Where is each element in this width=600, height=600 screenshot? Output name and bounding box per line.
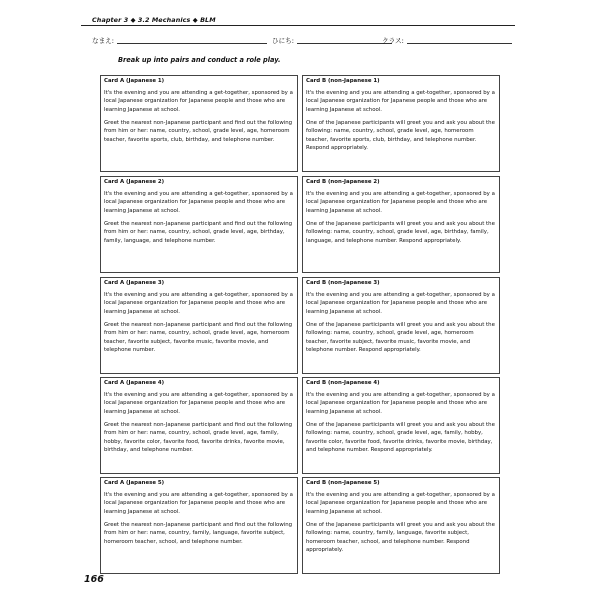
card-b-non-japanese-4 [302,377,500,474]
card-task: One of the Japanese participants will greet you and ask you about the following: name, country, school, grade level, age, homeroom teacher, favorite subject, favorite music, favorite movie, and telephone number. Respond appropriately. [306,321,495,354]
card-scenario: It's the evening and you are attending a get-together, sponsored by a local Japanese organization for Japanese people and those who are learning Japanese at school. [306,89,495,113]
page-number: 166 [84,574,104,585]
card-b-non-japanese-2 [302,176,500,273]
card-title: Card B (non-Japanese 3) [306,280,380,286]
chapter-header: Chapter 3 ◆ 3.2 Mechanics ◆ BLM [92,16,216,24]
card-title: Card A (Japanese 1) [104,78,165,84]
card-b-non-japanese-1 [302,75,500,172]
card-b-non-japanese-3 [302,277,500,374]
card-task: Greet the nearest non-Japanese participant and find out the following from him or her: name, country, school, grade level, age, family, hobby, favorite color, favorite food, favorite drinks, favorite movie, birthday, and telephone number. [104,421,293,454]
card-title: Card A (Japanese 5) [104,480,165,486]
date-blank-line[interactable] [297,43,392,44]
name-blank-line[interactable] [117,43,267,44]
card-a-japanese-4 [100,377,298,474]
card-title: Card A (Japanese 3) [104,280,165,286]
card-title: Card A (Japanese 2) [104,179,165,185]
class-blank-line[interactable] [407,43,512,44]
card-a-japanese-1 [100,75,298,172]
card-title: Card A (Japanese 4) [104,380,165,386]
card-scenario: It's the evening and you are attending a get-together, sponsored by a local Japanese organization for Japanese people and those who are learning Japanese at school. [306,291,495,315]
card-a-japanese-2 [100,176,298,273]
card-a-japanese-3 [100,277,298,374]
card-scenario: It's the evening and you are attending a get-together, sponsored by a local Japanese organization for Japanese people and those who are learning Japanese at school. [306,491,495,515]
card-task: One of the Japanese participants will greet you and ask you about the following: name, country, family, language, favorite subject, homeroom teacher, school, and telephone number. Respond appropriately. [306,521,495,554]
date-label: ひにち: [272,37,295,45]
name-date-class-row [92,35,512,45]
card-scenario: It's the evening and you are attending a get-together, sponsored by a local Japanese organization for Japanese people and those who are learning Japanese at school. [104,391,293,415]
card-task: One of the Japanese participants will greet you and ask you about the following: name, country, school, grade level, age, birthday, family, language, and telephone number. Respond appropriately. [306,220,495,244]
card-task: One of the Japanese participants will greet you and ask you about the following: name, country, school, grade level, age, family, hobby, favorite color, favorite food, favorite drinks, favorite movie, birthday, and telephone number. Respond appropriately. [306,421,495,454]
card-title: Card B (non-Japanese 5) [306,480,380,486]
card-scenario: It's the evening and you are attending a get-together, sponsored by a local Japanese organization for Japanese people and those who are learning Japanese at school. [306,391,495,415]
card-scenario: It's the evening and you are attending a get-together, sponsored by a local Japanese organization for Japanese people and those who are learning Japanese at school. [104,291,293,315]
card-b-non-japanese-5 [302,477,500,574]
card-task: One of the Japanese participants will greet you and ask you about the following: name, country, school, grade level, age, homeroom teacher, favorite sports, club, birthday, and telephone number. Respond appropriately. [306,119,495,152]
card-scenario: It's the evening and you are attending a get-together, sponsored by a local Japanese organization for Japanese people and those who are learning Japanese at school. [104,89,293,113]
card-scenario: It's the evening and you are attending a get-together, sponsored by a local Japanese organization for Japanese people and those who are learning Japanese at school. [306,190,495,214]
class-label: クラス: [382,37,404,45]
name-label: なまえ: [92,37,115,45]
card-task: Greet the nearest non-Japanese participant and find out the following from him or her: name, country, school, grade level, age, homeroom teacher, favorite sports, club, birthday, and telephone number. [104,119,293,143]
card-task: Greet the nearest non-Japanese participant and find out the following from him or her: name, country, school, grade level, age, homeroom teacher, favorite subject, favorite music, favorite movie, and telephone number. [104,321,293,354]
header-rule [81,25,515,26]
card-scenario: It's the evening and you are attending a get-together, sponsored by a local Japanese organization for Japanese people and those who are learning Japanese at school. [104,491,293,515]
card-task: Greet the nearest non-Japanese participant and find out the following from him or her: name, country, family, language, favorite subject, homeroom teacher, school, and telephone number. [104,521,293,545]
instruction: Break up into pairs and conduct a role play. [118,56,281,64]
card-title: Card B (non-Japanese 1) [306,78,380,84]
card-scenario: It's the evening and you are attending a get-together, sponsored by a local Japanese organization for Japanese people and those who are learning Japanese at school. [104,190,293,214]
card-task: Greet the nearest non-Japanese participant and find out the following from him or her: name, country, school, grade level, age, birthday, family, language, and telephone number. [104,220,293,244]
card-title: Card B (non-Japanese 2) [306,179,380,185]
card-a-japanese-5 [100,477,298,574]
card-title: Card B (non-Japanese 4) [306,380,380,386]
